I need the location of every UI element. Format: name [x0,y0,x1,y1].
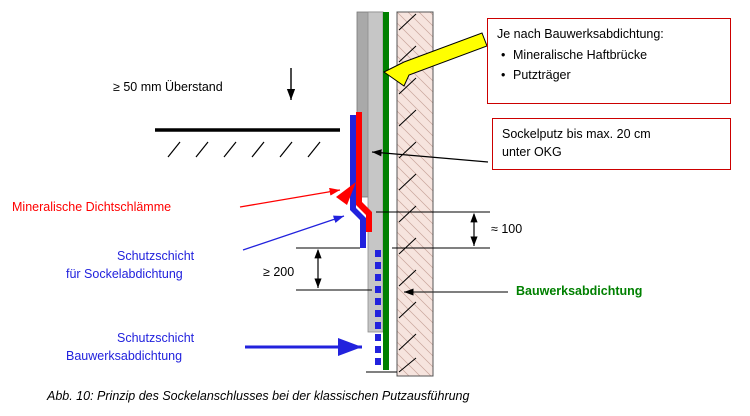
label-bauwerksabdichtung: Bauwerksabdichtung [516,284,643,298]
label-dim-100: ≈ 100 [491,222,523,236]
label-schutzschicht-sockel-line1: Schutzschicht [117,249,195,263]
label-dim-200: ≥ 200 [263,265,295,279]
label-schutzschicht-bauwerk-line2: Bauwerksabdichtung [66,349,183,363]
label-schutzschicht-sockel-line2: für Sockelabdichtung [66,267,183,281]
dimension-200 [296,248,372,290]
callout-line2: unter OKG [502,145,562,160]
label-schutzschicht-bauwerk-line1: Schutzschicht [117,331,195,345]
callout-item: • Putzträger [513,66,721,84]
callout-item: • Mineralische Haftbrücke [513,46,721,64]
callout-line1: Sockelputz bis max. 20 cm [502,127,651,141]
dichtschlaemme-leader [240,182,356,207]
schutzschicht-sockel-leader [243,216,344,250]
label-ueberstand: ≥ 50 mm Überstand [113,80,223,94]
callout-bauwerksabdichtung [487,18,731,104]
label-mineralische-dichtschlaemme: Mineralische Dichtschlämme [12,200,172,214]
callout-sockelputz [492,118,731,170]
bauwerksabdichtung-layer [383,12,389,370]
figure-caption: Abb. 10: Prinzip des Sockelanschlusses bei der klassischen Putzausführung [47,389,470,403]
callout-title: Je nach Bauwerksabdichtung: [497,27,664,41]
